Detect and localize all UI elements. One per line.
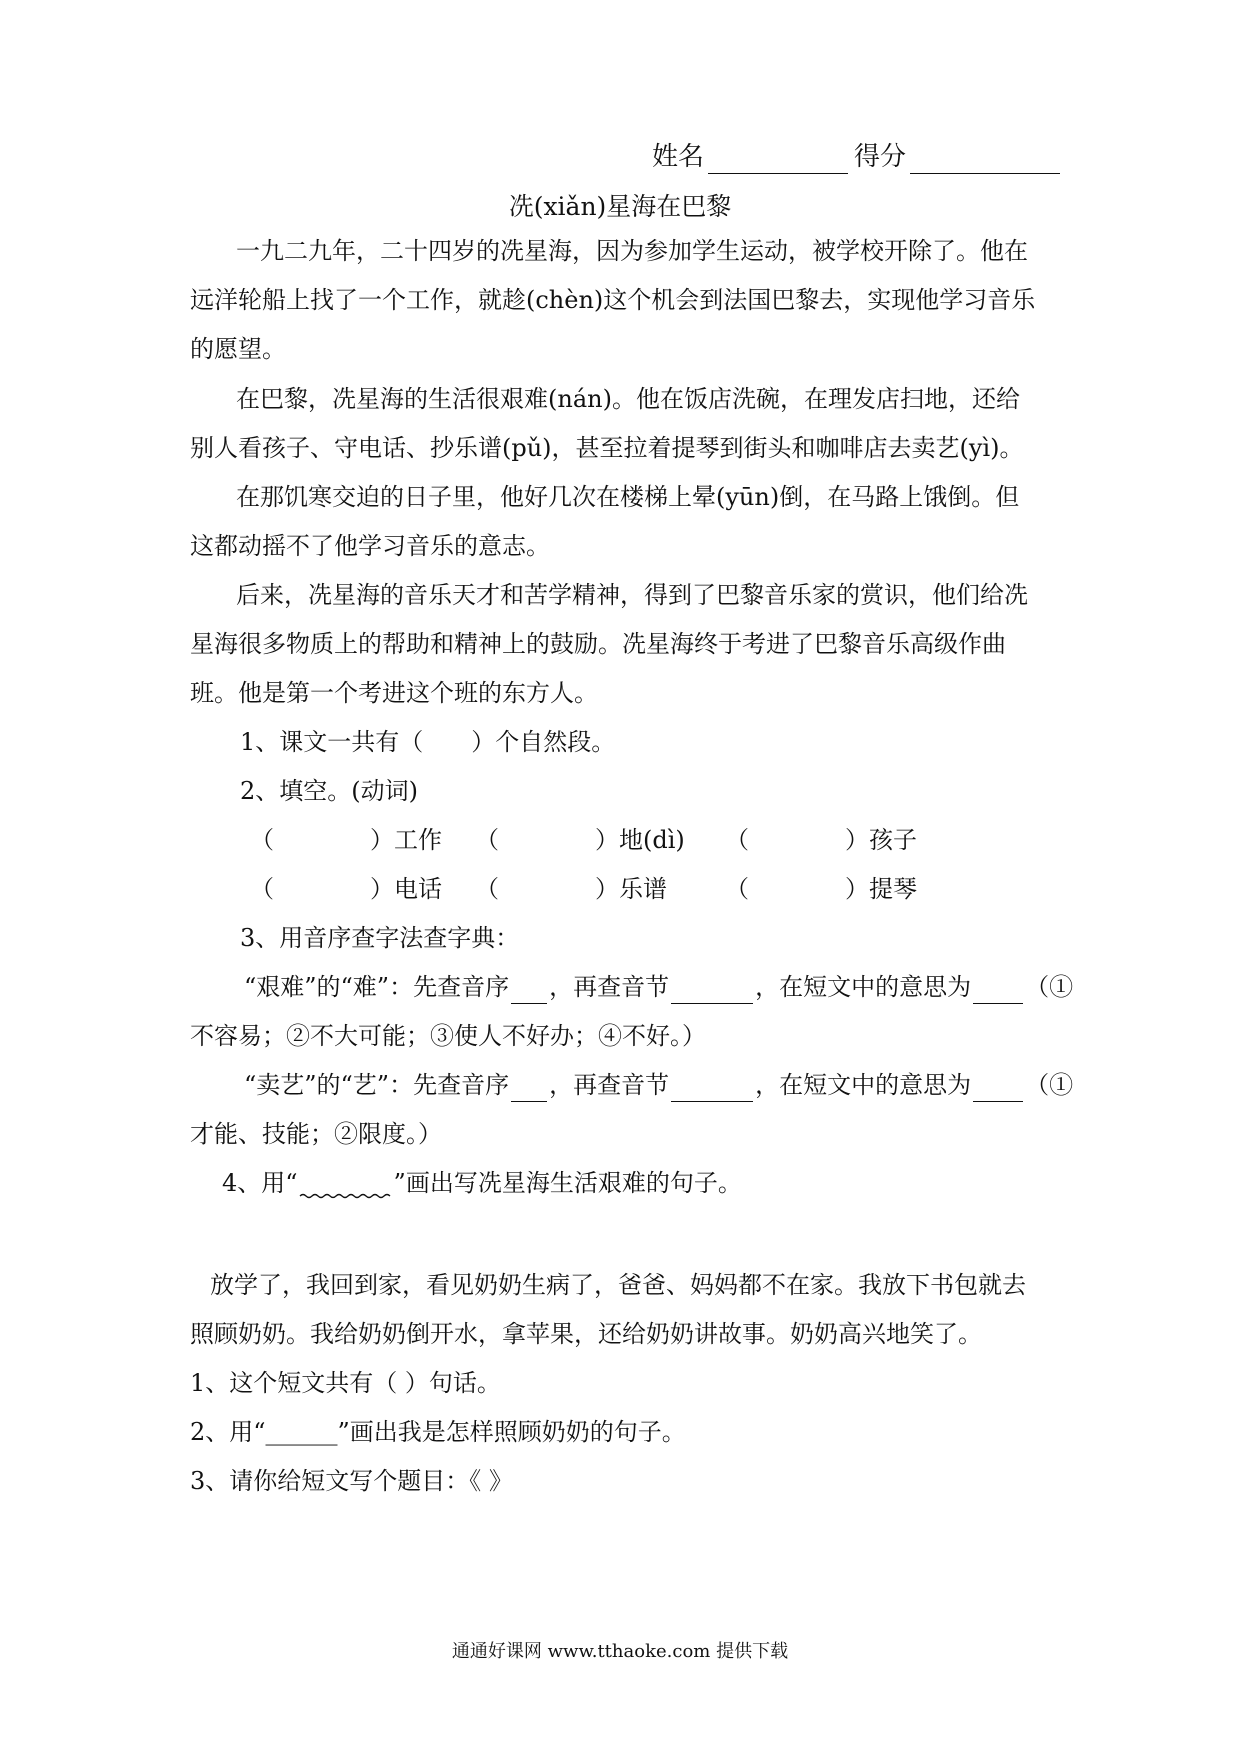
paragraph-line: 这都动摇不了他学习音乐的意志。 [190,532,550,560]
fill-item[interactable]: （ ）工作 [250,826,442,854]
answer-blank[interactable] [511,979,547,1004]
score-blank[interactable] [910,147,1060,174]
p2-question-2: 2、用“______”画出我是怎样照顾奶奶的句子。 [190,1418,686,1446]
paragraph-line: 一九二九年，二十四岁的冼星海，因为参加学生运动，被学校开除了。他在 [236,237,1028,265]
question-3b [244,1068,1073,1102]
question-3b-cont: 才能、技能；②限度。） [190,1120,442,1148]
answer-blank[interactable] [511,1077,547,1102]
answer-blank[interactable] [973,1077,1023,1102]
question-1: 1、课文一共有（ ）个自然段。 [240,728,616,756]
question-3a [244,970,1073,1004]
fill-item[interactable]: （ ）提琴 [725,875,917,903]
paragraph-line: 远洋轮船上找了一个工作，就趁(chèn)这个机会到法国巴黎去，实现他学习音乐 [190,286,1036,314]
passage-title: 冼(xiǎn)星海在巴黎 [508,192,732,221]
p2-question-3: 3、请你给短文写个题目：《 》 [190,1467,513,1495]
footer-credit: 通通好课网 www.tthaoke.com 提供下载 [451,1641,789,1662]
score-label: 得分 [853,142,906,172]
q4-pre: 4、用“ [222,1169,298,1197]
passage2-line: 照顾奶奶。我给奶奶倒开水，拿苹果，还给奶奶讲故事。奶奶高兴地笑了。 [190,1320,982,1348]
paragraph-line: 星海很多物质上的帮助和精神上的鼓励。冼星海终于考进了巴黎音乐高级作曲 [190,630,1006,658]
q3b-post: ，在短文中的意思为 [755,1071,972,1099]
answer-blank[interactable] [671,1077,753,1102]
q4-post: ”画出写冼星海生活艰难的句子。 [393,1169,742,1197]
q3b-pre: “卖艺”的“艺”：先查音序 [244,1071,510,1099]
paragraph-line: 别人看孩子、守电话、抄乐谱(pǔ)，甚至拉着提琴到街头和咖啡店去卖艺(yì)。 [190,434,1024,462]
paragraph-line: 在巴黎，冼星海的生活很艰难(nán)。他在饭店洗碗，在理发店扫地，还给 [236,385,1020,413]
question-4 [222,1166,742,1200]
q3a-post: ，在短文中的意思为 [755,973,972,1001]
paragraph-line: 班。他是第一个考进这个班的东方人。 [190,679,598,707]
question-3a-cont: 不容易；②不大可能；③使人不好办；④不好。） [190,1022,706,1050]
fill-item[interactable]: （ ）乐谱 [475,875,667,903]
fill-item[interactable]: （ ）地(dì) [475,826,685,854]
q3a-mid: ，再查音节 [549,973,670,1001]
q3a-pre: “艰难”的“难”：先查音序 [244,973,510,1001]
fill-item[interactable]: （ ）电话 [250,875,442,903]
question-2: 2、填空。(动词) [240,777,418,805]
answer-blank[interactable] [973,979,1023,1004]
passage2-line: 放学了，我回到家，看见奶奶生病了，爸爸、妈妈都不在家。我放下书包就去 [210,1271,1026,1299]
answer-blank[interactable] [671,979,753,1004]
name-blank[interactable] [708,147,848,174]
question-3: 3、用音序查字法查字典： [240,924,520,952]
paragraph-line: 的愿望。 [190,335,286,363]
q3b-mid: ，再查音节 [549,1071,670,1099]
wavy-underline-icon [298,1178,394,1200]
name-label: 姓名 [651,142,704,172]
fill-item[interactable]: （ ）孩子 [725,826,917,854]
paragraph-line: 后来，冼星海的音乐天才和苦学精神，得到了巴黎音乐家的赏识，他们给冼 [236,581,1028,609]
header-line [652,140,1060,174]
q3b-opts: （① [1025,1071,1074,1099]
p2-question-1: 1、这个短文共有（ ）句话。 [190,1369,501,1397]
paragraph-line: 在那饥寒交迫的日子里，他好几次在楼梯上晕(yūn)倒，在马路上饿倒。但 [236,483,1020,511]
q3a-opts: （① [1025,973,1074,1001]
